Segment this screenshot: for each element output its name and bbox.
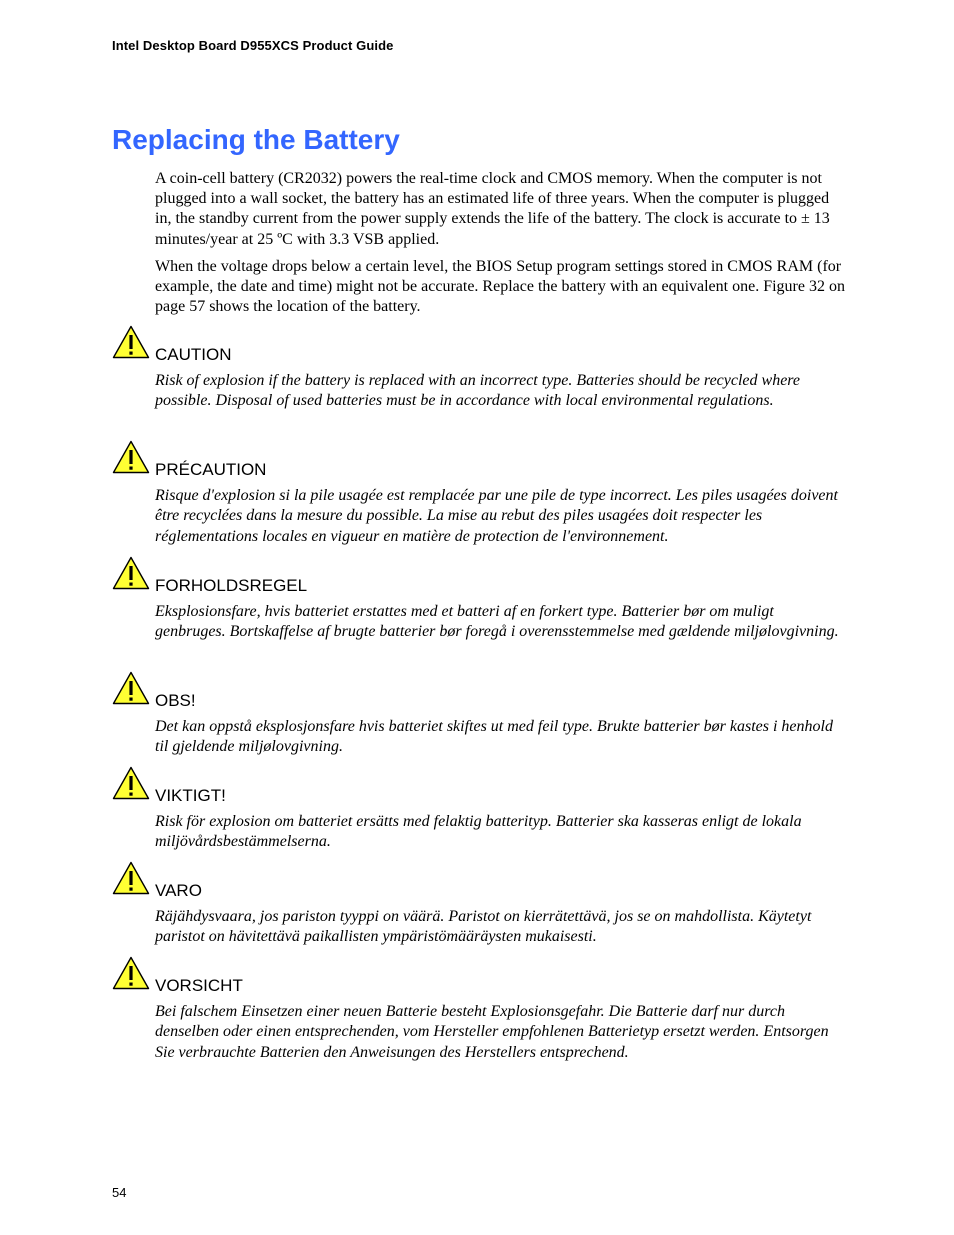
warning-triangle-icon (112, 556, 150, 590)
body-paragraph: A coin-cell battery (CR2032) powers the real-time clock and CMOS memory. When the computer is not plugged into a wall socket, the battery has an estimated life of three years. When the computer is plugged in, the standby current from the power supply extends the life of the battery. The clock is accurate to ± 13 minutes/year at 25 ºC with 3.3 VSB applied. (155, 170, 830, 248)
caution-text: Risk för explosion om batteriet ersätts med felaktig batterityp. Batterier ska kasseras enligt de lokala miljövårdsbestämmelserna. (155, 813, 802, 851)
warning-triangle-icon (112, 956, 150, 990)
caution-heading: PRÉCAUTION (155, 460, 267, 479)
warning-triangle-icon (112, 440, 150, 474)
body-paragraph: When the voltage drops below a certain level, the BIOS Setup program settings stored in CMOS RAM (for example, the date and time) might not be accurate. Replace the battery with an equivalent one. Figure 32 on page 57 shows the location of the battery. (155, 258, 845, 316)
caution-text: Eksplosionsfare, hvis batteriet erstattes med et batteri af en forkert type. Batterier bør om muligt genbruges. Bortskaffelse af brugte batterier bør foregå i overensstemmelse med gældende miljølovgivning. (155, 603, 839, 641)
caution-heading: VORSICHT (155, 976, 243, 995)
caution-text: Risk of explosion if the battery is replaced with an incorrect type. Batteries should be recycled where possible. Disposal of used batteries must be in accordance with local environmental regulations. (155, 372, 801, 410)
warning-triangle-icon (112, 766, 150, 800)
warning-triangle-icon (112, 325, 150, 359)
caution-heading: CAUTION (155, 345, 232, 364)
caution-text: Bei falschem Einsetzen einer neuen Batterie besteht Explosionsgefahr. Die Batterie darf nur durch denselben oder einen entsprechenden, vom Hersteller empfohlenen Batterietyp ersetzt werden. Entsorgen Sie verbrauchte Batterien den Anweisungen des Herstellers entsprechend. (155, 1003, 829, 1061)
running-header: Intel Desktop Board D955XCS Product Guide (112, 38, 394, 53)
warning-triangle-icon (112, 671, 150, 705)
caution-text: Räjähdysvaara, jos pariston tyyppi on väärä. Paristot on kierrätettävä, jos se on mahdollista. Käytetyt paristot on hävitettävä paikallisten ympäristömääräysten mukaisesti. (155, 908, 812, 946)
warning-triangle-icon (112, 861, 150, 895)
caution-heading: VIKTIGT! (155, 786, 226, 805)
caution-text: Risque d'explosion si la pile usagée est remplacée par une pile de type incorrect. Les piles usagées doivent être recyclées dans la mesure du possible. La mise au rebut des piles usagées doit respecter les réglementations locales en vigueur en matière de protection de l'environnement. (155, 487, 838, 545)
caution-heading: OBS! (155, 691, 196, 710)
page-number: 54 (112, 1185, 127, 1200)
caution-heading: VARO (155, 881, 202, 900)
caution-text: Det kan oppstå eksplosjonsfare hvis batteriet skiftes ut med feil type. Brukte batterier bør kastes i henhold til gjeldende miljølovgivning. (155, 718, 833, 756)
section-title: Replacing the Battery (112, 124, 400, 155)
caution-heading: FORHOLDSREGEL (155, 576, 308, 595)
